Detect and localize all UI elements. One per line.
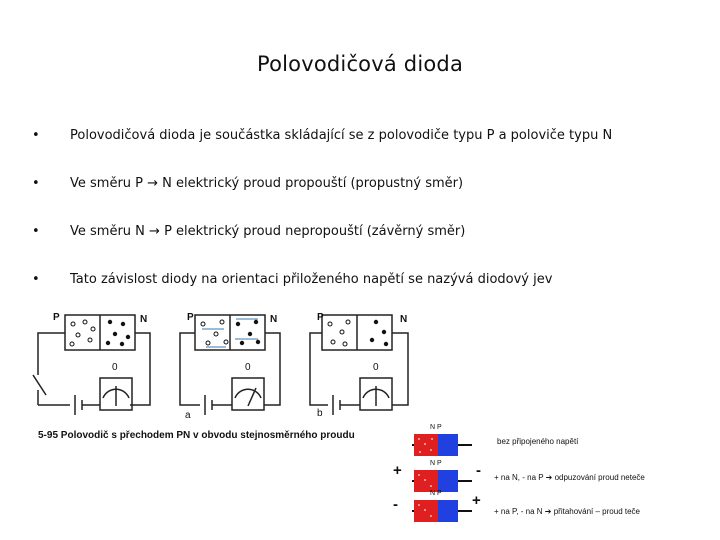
bullet-item <box>32 128 692 176</box>
n-label: N <box>140 314 148 325</box>
p-label: P <box>317 312 324 323</box>
bullet-text: Tato závislost diody na orientaci přiloženého napětí se nazývá diodový jev <box>70 272 553 287</box>
label-b: b <box>317 408 323 419</box>
bullet-marker: • <box>32 176 40 191</box>
p-label: P <box>187 312 194 323</box>
bullet-text: Ve směru P → N elektrický proud propouští (propustný směr) <box>70 176 464 191</box>
bullet-text: Ve směru N → P elektrický proud nepropouští (závěrný směr) <box>70 224 466 239</box>
bullet-marker: • <box>32 224 40 239</box>
diode-label: N P <box>430 490 442 497</box>
n-label: N <box>400 314 408 325</box>
row-description: + na P, - na N ➔ přitahování – proud teče <box>494 507 640 516</box>
slide-title: Polovodičová dioda <box>256 52 464 76</box>
meter-zero-label: 0 <box>112 362 118 373</box>
bullet-list <box>32 128 692 320</box>
bullet-marker: • <box>32 128 40 143</box>
plus-sign: + <box>393 462 402 479</box>
n-label: N <box>270 314 278 325</box>
minus-sign: - <box>393 496 398 513</box>
diode-label: N P <box>430 424 442 431</box>
minus-sign: - <box>476 462 481 479</box>
arrow-icon: → <box>147 176 159 191</box>
meter-zero-label: 0 <box>245 362 251 373</box>
diode-label: N P <box>430 460 442 467</box>
bullet-marker: • <box>32 272 40 287</box>
row-description: + na N, - na P ➔ odpuzování proud neteče <box>494 473 645 482</box>
plus-sign: + <box>472 492 481 509</box>
figure-caption: 5-95 Polovodič s přechodem PN v obvodu stejnosměrného proudu <box>38 430 355 441</box>
p-label: P <box>53 312 60 323</box>
pn-circuit-diagrams <box>30 310 430 435</box>
label-a: a <box>185 410 191 421</box>
arrow-icon: → <box>149 224 160 239</box>
diode-figures <box>0 300 720 540</box>
bullet-text: Polovodičová dioda je součástka skládající se z polovodiče typu P a poloviče typu N <box>70 128 613 143</box>
diode-rows <box>412 430 492 530</box>
row-description: bez připojeného napětí <box>497 437 579 446</box>
bullet-item <box>32 224 692 272</box>
bullet-item <box>32 176 692 224</box>
meter-zero-label: 0 <box>373 362 379 373</box>
